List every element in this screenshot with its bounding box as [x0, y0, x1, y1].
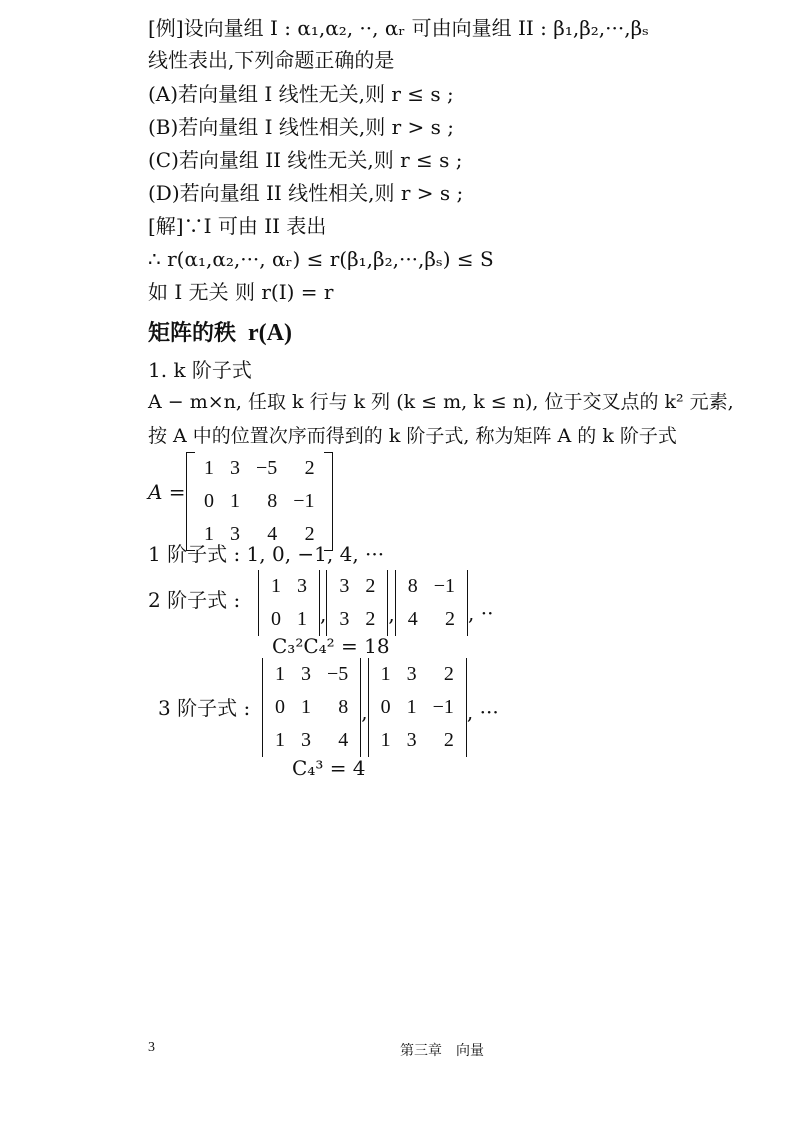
section-notation: r(A) [248, 320, 292, 346]
det-cell: 2 [445, 608, 455, 630]
matrix-cell: 8 [267, 490, 278, 512]
matrix-cell: 2 [304, 457, 315, 479]
order-2-count: C₃²C₄² = 18 [272, 634, 390, 658]
det-bar-right [319, 570, 320, 636]
matrix-cell: 2 [304, 523, 315, 545]
matrix-label: A = [148, 480, 186, 504]
matrix-cell: 0 [204, 490, 214, 512]
det-bar-right [360, 658, 361, 757]
determinant [368, 658, 467, 757]
det-cell: 1 [275, 663, 285, 685]
det-cell: 0 [271, 608, 281, 630]
separator-comma: , [320, 602, 327, 626]
matrix-cell: −1 [293, 490, 315, 512]
det-cell: 0 [380, 696, 391, 718]
det-cell: 2 [365, 575, 376, 597]
det-bar-left [326, 570, 327, 636]
det-cell: 1 [297, 608, 307, 630]
definition-line-1: A − m×n, 任取 k 行与 k 列 (k ≤ m, k ≤ n), 位于交叉点的 k² 元素, [148, 391, 734, 413]
determinant [262, 658, 361, 757]
det-cell: 3 [406, 729, 417, 751]
det-cell: 0 [275, 696, 285, 718]
det-cell: 2 [365, 608, 376, 630]
det-bar-right [467, 570, 468, 636]
det-cell: 4 [338, 729, 349, 751]
solution-line-1: [解]∵I 可由 II 表出 [148, 214, 327, 238]
matrix-cell: 1 [230, 490, 240, 512]
det-cell: 1 [301, 696, 311, 718]
det-bar-left [258, 570, 259, 636]
det-cell: 1 [380, 729, 391, 751]
det-cell: 2 [443, 663, 454, 685]
matrix-cell: 4 [267, 523, 278, 545]
separator-comma: , [361, 699, 368, 724]
determinant [258, 570, 320, 636]
section-title: 矩阵的秩 [148, 321, 237, 346]
matrix-row [196, 452, 323, 485]
det-bar-right [466, 658, 467, 757]
det-cell: 1 [271, 575, 281, 597]
order-3-count: C₄³ = 4 [292, 756, 366, 780]
matrix-cell: −5 [256, 457, 278, 479]
det-bar-left [395, 570, 396, 636]
matrix-cell: 3 [230, 523, 240, 545]
definition-line-2: 按 A 中的位置次序而得到的 k 阶子式, 称为矩阵 A 的 k 阶子式 [148, 425, 677, 447]
option-a: (A)若向量组 I 线性无关,则 r ≤ s ; [148, 82, 454, 106]
page-number: 3 [148, 1040, 155, 1055]
determinant [326, 570, 388, 636]
det-bar-right [387, 570, 388, 636]
order-3-determinants [262, 658, 499, 757]
det-cell: 8 [407, 575, 418, 597]
option-c: (C)若向量组 II 线性无关,则 r ≤ s ; [148, 148, 463, 172]
determinant [395, 570, 468, 636]
det-cell: 3 [406, 663, 417, 685]
example-line-1: [例]设向量组 I : α₁,α₂, ··, αᵣ 可由向量组 II : β₁,β₂,···,βₛ [148, 16, 649, 40]
matrix-cell: 3 [230, 457, 240, 479]
order-2-trail: , ·· [468, 601, 494, 625]
example-line-2: 线性表出,下列命题正确的是 [148, 48, 395, 72]
det-cell: 4 [407, 608, 418, 630]
det-cell: 1 [406, 696, 417, 718]
matrix-left-bracket [186, 452, 195, 551]
det-cell: 3 [339, 608, 350, 630]
det-cell: −1 [432, 696, 454, 718]
separator-comma: , [388, 602, 395, 626]
det-cell: 1 [275, 729, 285, 751]
det-cell: 3 [339, 575, 350, 597]
det-cell: −1 [433, 575, 455, 597]
det-bar-left [262, 658, 263, 757]
option-d: (D)若向量组 II 线性相关,则 r > s ; [148, 181, 464, 205]
matrix-body [196, 452, 323, 551]
order-2-label: 2 阶子式 : [148, 588, 241, 612]
det-cell: 3 [297, 575, 307, 597]
matrix-a [186, 452, 333, 551]
det-cell: 3 [301, 729, 311, 751]
det-bar-left [368, 658, 369, 757]
det-cell: 8 [338, 696, 349, 718]
order-3-trail: , ··· [466, 699, 499, 724]
order-2-determinants [258, 570, 493, 636]
solution-line-3: 如 I 无关 则 r(I) = r [148, 280, 334, 304]
det-cell: −5 [327, 663, 349, 685]
option-b: (B)若向量组 I 线性相关,则 r > s ; [148, 115, 455, 139]
det-cell: 1 [380, 663, 391, 685]
solution-line-2: ∴ r(α₁,α₂,···, αᵣ) ≤ r(β₁,β₂,···,βₛ) ≤ S [148, 247, 494, 271]
order-3-label: 3 阶子式 : [158, 696, 251, 720]
det-cell: 2 [443, 729, 454, 751]
matrix-row [196, 485, 323, 518]
item-1-heading: 1. k 阶子式 [148, 358, 252, 382]
det-cell: 3 [301, 663, 311, 685]
chapter-title: 第三章 向量 [400, 1044, 484, 1059]
matrix-cell: 1 [204, 457, 214, 479]
matrix-right-bracket [324, 452, 333, 551]
section-heading [148, 316, 292, 347]
matrix-cell: 1 [204, 523, 214, 545]
order-1-minors: 1 阶子式 : 1, 0, −1, 4, ··· [148, 542, 385, 566]
